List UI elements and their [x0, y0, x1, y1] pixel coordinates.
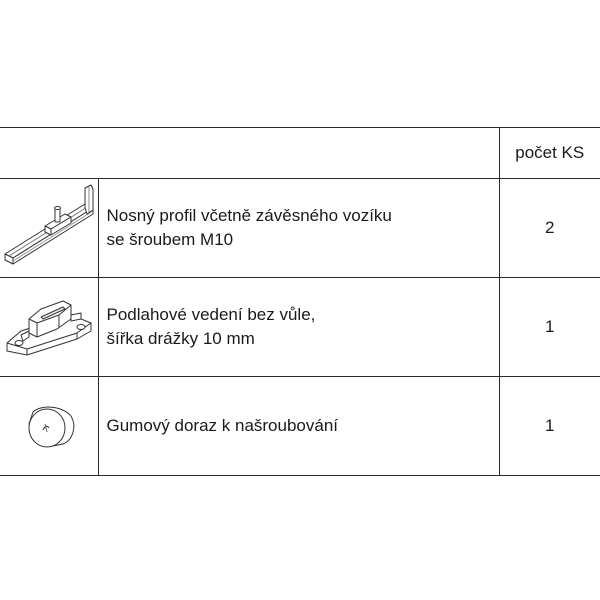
illustration-cell: [0, 377, 98, 476]
table-row: [0, 278, 600, 377]
header-empty-cell: [0, 128, 499, 179]
description-line: se šroubem M10: [106, 230, 234, 249]
quantity-cell: 1: [499, 278, 600, 377]
description-cell: [98, 278, 499, 377]
description-line: Podlahové vedení bez vůle,: [106, 305, 316, 324]
table-row: [0, 377, 600, 476]
quantity-cell: 2: [499, 179, 600, 278]
parts-list-table: [0, 127, 600, 476]
description-line: Gumový doraz k našroubování: [106, 416, 339, 435]
quantity-cell: 1: [499, 377, 600, 476]
illustration-cell: [0, 278, 98, 377]
quantity-header: počet KS: [499, 128, 600, 179]
floor-guide-icon: [1, 279, 97, 375]
description-line: Nosný profil včetně závěsného vozíku: [106, 206, 392, 225]
table-row: [0, 179, 600, 278]
description-cell: [98, 377, 499, 476]
table-header-row: [0, 128, 600, 179]
rail-profile-with-carriage-icon: [1, 180, 97, 276]
illustration-cell: [0, 179, 98, 278]
rubber-stop-icon: [1, 378, 97, 474]
description-cell: [98, 179, 499, 278]
description-line: šířka drážky 10 mm: [106, 329, 255, 348]
